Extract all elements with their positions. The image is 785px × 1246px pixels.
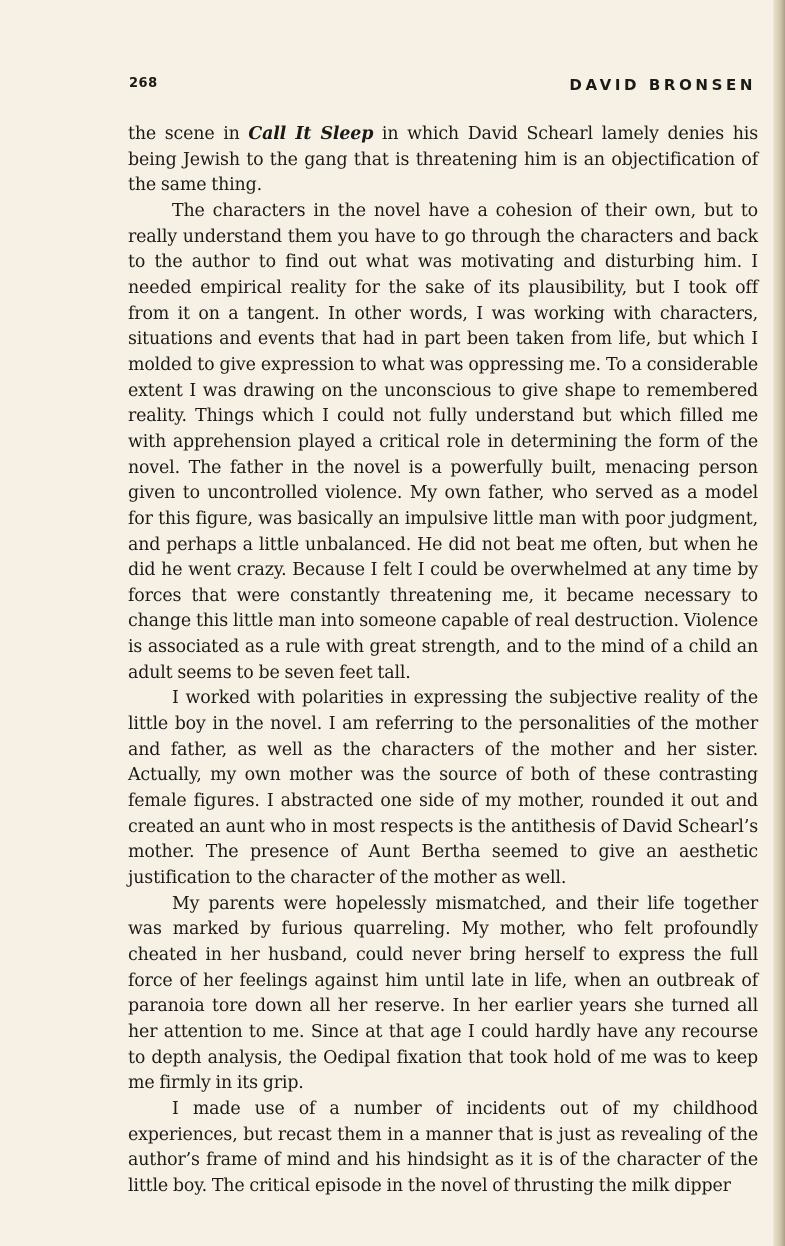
text-segment: in which David Schearl lamely denies his being Jewish to the gang that is threatening him is an objectification of the same thing. — [128, 124, 758, 196]
text-segment: I made use of a number of incidents out of my childhood experiences, but recast them in a manner that is just as revealing of the author’s frame of mind and his hindsight as it is of the character of the little boy. The critical episode in the novel of thrusting the milk dipper — [128, 1098, 758, 1196]
paragraph — [128, 199, 758, 686]
paragraph — [128, 1097, 758, 1200]
book-title: Call It Sleep — [248, 124, 374, 144]
text-segment: the scene in — [128, 124, 249, 144]
text-segment: My parents were hopelessly mismatched, and their life together was marked by furious quarreling. My mother, who felt profoundly cheated in her husband, could never bring herself to express the full force of her feelings against him until late in life, when an outbreak of paranoia tore down all her reserve. In her earlier years she turned all her attention to me. Since at that age I could hardly have any recourse to depth analysis, the Oedipal fixation that took hold of me was to keep me firmly in its grip. — [128, 893, 758, 1094]
page-edge-shadow — [773, 0, 785, 1246]
text-segment: I worked with polarities in expressing the subjective reality of the little boy in the novel. I am referring to the personalities of the mother and father, as well as the characters of the mother and her sister. Actually, my own mother was the source of both of these contrasting female figures. I abstracted one side of my mother, rounded it out and created an aunt who in most respects is the antithesis of David Schearl’s mother. The presence of Aunt Bertha seemed to give an aesthetic justification to the character of the mother as well. — [128, 688, 758, 889]
paragraph — [128, 892, 758, 1097]
body-text — [128, 122, 758, 1200]
running-head-author: DAVID BRONSEN — [569, 76, 756, 94]
paragraph — [128, 122, 758, 199]
running-head — [129, 76, 756, 98]
page-number: 268 — [129, 76, 158, 91]
paragraph — [128, 686, 758, 891]
text-segment: The characters in the novel have a cohesion of their own, but to really understand them you have to go through the characters and back to the author to find out what was motivating and disturbing him. I needed empirical reality for the sake of its plausibility, but I took off from it on a tangent. In other words, I was working with characters, situations and events that had in part been taken from life, but which I molded to give expression to what was oppressing me. To a considerable extent I was drawing on the unconscious to give shape to remembered reality. Things which I could not fully understand but which filled me with apprehension played a critical role in determining the form of the novel. The father in the novel is a powerfully built, menacing person given to uncontrolled violence. My own father, who served as a model for this figure, was basically an impulsive little man with poor judgment, and perhaps a little unbalanced. He did not beat me often, but when he did he went crazy. Because I felt I could be overwhelmed at any time by forces that were constantly threatening me, it became necessary to change this little man into someone capable of real destruction. Violence is associated as a rule with great strength, and to the mind of a child an adult seems to be seven feet tall. — [128, 200, 758, 683]
